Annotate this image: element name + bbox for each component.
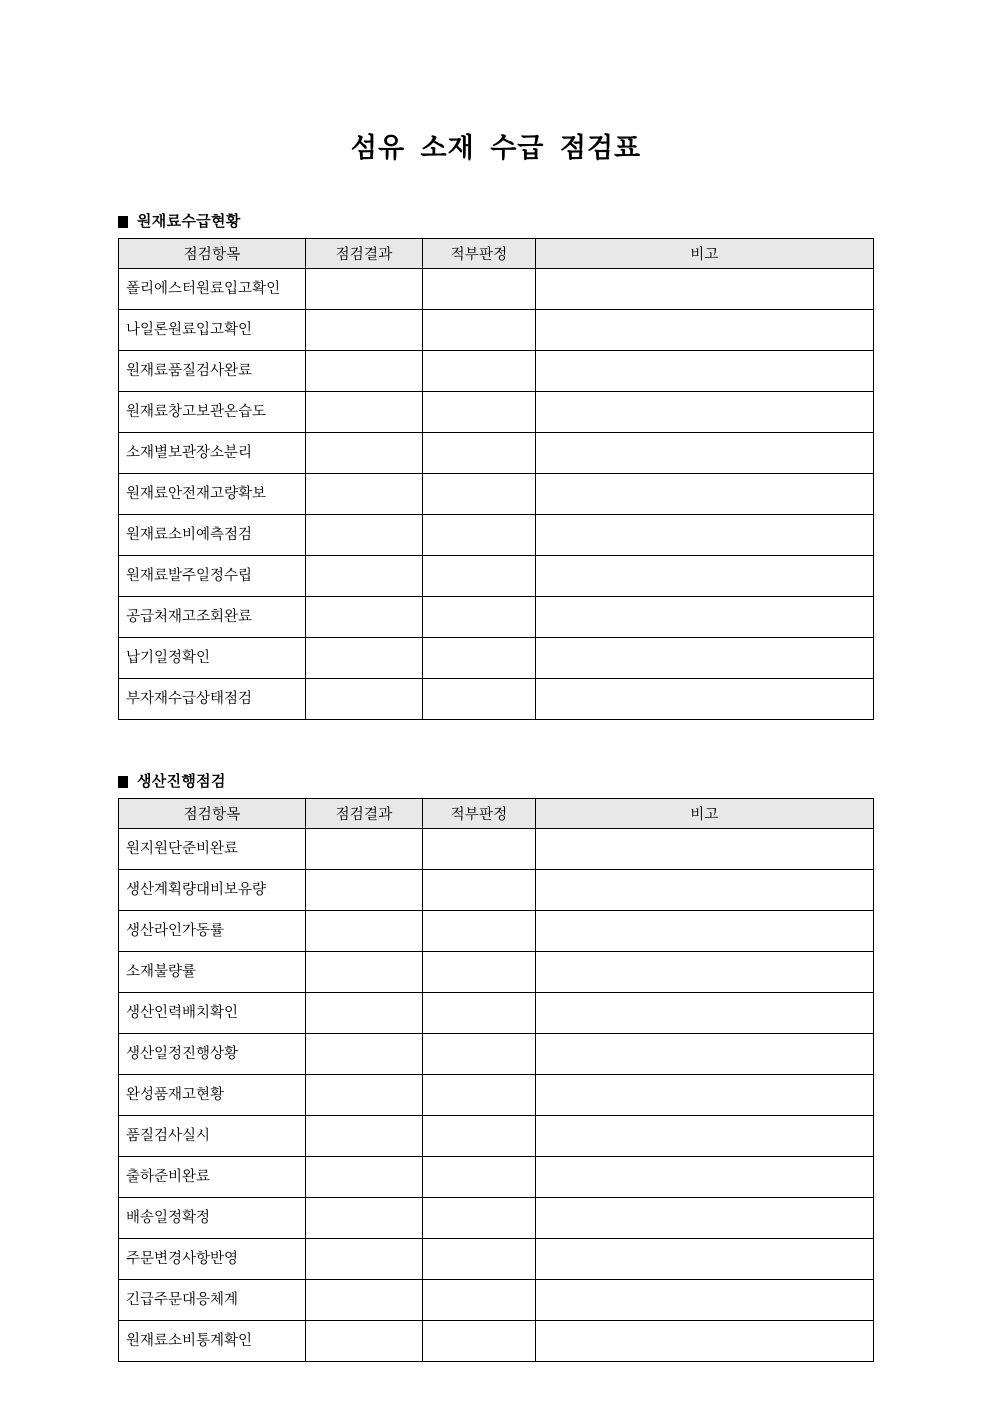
cell-judgement[interactable]	[423, 952, 536, 993]
cell-note[interactable]	[536, 1321, 874, 1362]
cell-item: 긴급주문대응체계	[119, 1280, 306, 1321]
cell-item: 원재료창고보관온습도	[119, 392, 306, 433]
table-row	[119, 829, 874, 870]
cell-result[interactable]	[306, 638, 423, 679]
cell-result[interactable]	[306, 1116, 423, 1157]
cell-judgement[interactable]	[423, 433, 536, 474]
cell-note[interactable]	[536, 597, 874, 638]
table-row	[119, 1157, 874, 1198]
cell-judgement[interactable]	[423, 1280, 536, 1321]
checklist-table	[118, 238, 874, 720]
table-body	[119, 829, 874, 1362]
table-header-row	[119, 239, 874, 269]
cell-item: 소재불량률	[119, 952, 306, 993]
cell-result[interactable]	[306, 515, 423, 556]
table-row	[119, 679, 874, 720]
cell-item: 원재료품질검사완료	[119, 351, 306, 392]
cell-item: 배송일정확정	[119, 1198, 306, 1239]
cell-result[interactable]	[306, 870, 423, 911]
table-row	[119, 597, 874, 638]
cell-judgement[interactable]	[423, 1116, 536, 1157]
table-row	[119, 556, 874, 597]
table-row	[119, 474, 874, 515]
cell-note[interactable]	[536, 310, 874, 351]
table-row	[119, 1034, 874, 1075]
cell-note[interactable]	[536, 351, 874, 392]
sections-container	[0, 214, 992, 1416]
cell-note[interactable]	[536, 269, 874, 310]
column-header-note: 비고	[536, 799, 874, 829]
cell-judgement[interactable]	[423, 829, 536, 870]
cell-item: 원재료발주일정수립	[119, 556, 306, 597]
cell-item: 품질검사실시	[119, 1116, 306, 1157]
cell-result[interactable]	[306, 1321, 423, 1362]
checklist-table-wrap	[0, 798, 992, 1362]
cell-result[interactable]	[306, 679, 423, 720]
column-header-note: 비고	[536, 239, 874, 269]
cell-judgement[interactable]	[423, 597, 536, 638]
cell-item: 부자재수급상태점검	[119, 679, 306, 720]
cell-note[interactable]	[536, 870, 874, 911]
checklist-table-wrap	[0, 238, 992, 720]
cell-result[interactable]	[306, 351, 423, 392]
cell-note[interactable]	[536, 433, 874, 474]
cell-judgement[interactable]	[423, 515, 536, 556]
table-body	[119, 269, 874, 720]
table-row	[119, 1239, 874, 1280]
cell-item: 출하준비완료	[119, 1157, 306, 1198]
cell-judgement[interactable]	[423, 870, 536, 911]
cell-judgement[interactable]	[423, 310, 536, 351]
cell-item: 나일론원료입고확인	[119, 310, 306, 351]
cell-note[interactable]	[536, 556, 874, 597]
cell-item: 납기일정확인	[119, 638, 306, 679]
cell-judgement[interactable]	[423, 556, 536, 597]
section-spacer	[0, 1362, 992, 1416]
table-row	[119, 1198, 874, 1239]
cell-note[interactable]	[536, 911, 874, 952]
section-heading-label: 원재료수급현황	[137, 213, 241, 231]
section-spacer	[0, 720, 992, 774]
cell-item: 폴리에스터원료입고확인	[119, 269, 306, 310]
square-bullet-icon	[118, 776, 128, 788]
column-header-item: 점검항목	[119, 239, 306, 269]
page-title: 섬유 소재 수급 점검표	[350, 133, 642, 163]
square-bullet-icon	[118, 216, 128, 228]
cell-item: 완성품재고현황	[119, 1075, 306, 1116]
cell-judgement[interactable]	[423, 269, 536, 310]
cell-result[interactable]	[306, 1034, 423, 1075]
cell-item: 주문변경사항반영	[119, 1239, 306, 1280]
cell-result[interactable]	[306, 269, 423, 310]
cell-judgement[interactable]	[423, 911, 536, 952]
cell-result[interactable]	[306, 310, 423, 351]
table-row	[119, 392, 874, 433]
section-heading-label: 생산진행점검	[137, 773, 226, 791]
cell-result[interactable]	[306, 1157, 423, 1198]
cell-judgement[interactable]	[423, 1075, 536, 1116]
column-header-item: 점검항목	[119, 799, 306, 829]
cell-result[interactable]	[306, 1280, 423, 1321]
table-row	[119, 351, 874, 392]
table-header-row	[119, 799, 874, 829]
table-row	[119, 1280, 874, 1321]
table-row	[119, 515, 874, 556]
cell-judgement[interactable]	[423, 1321, 536, 1362]
column-header-result: 점검결과	[306, 799, 423, 829]
cell-item: 생산일정진행상황	[119, 1034, 306, 1075]
checklist-table	[118, 798, 874, 1362]
cell-judgement[interactable]	[423, 1034, 536, 1075]
cell-note[interactable]	[536, 1280, 874, 1321]
cell-result[interactable]	[306, 556, 423, 597]
cell-judgement[interactable]	[423, 1239, 536, 1280]
table-row	[119, 433, 874, 474]
cell-note[interactable]	[536, 1157, 874, 1198]
table-row	[119, 310, 874, 351]
title-spacer	[0, 164, 992, 214]
cell-item: 원재료안전재고량확보	[119, 474, 306, 515]
table-row	[119, 911, 874, 952]
cell-result[interactable]	[306, 433, 423, 474]
checklist-section	[0, 774, 992, 1416]
cell-result[interactable]	[306, 993, 423, 1034]
column-header-result: 점검결과	[306, 239, 423, 269]
table-row	[119, 1321, 874, 1362]
cell-note[interactable]	[536, 679, 874, 720]
cell-note[interactable]	[536, 829, 874, 870]
cell-judgement[interactable]	[423, 351, 536, 392]
cell-judgement[interactable]	[423, 993, 536, 1034]
cell-note[interactable]	[536, 1034, 874, 1075]
cell-note[interactable]	[536, 474, 874, 515]
cell-result[interactable]	[306, 392, 423, 433]
cell-note[interactable]	[536, 952, 874, 993]
cell-note[interactable]	[536, 515, 874, 556]
cell-note[interactable]	[536, 1116, 874, 1157]
cell-note[interactable]	[536, 638, 874, 679]
cell-result[interactable]	[306, 1198, 423, 1239]
table-row	[119, 952, 874, 993]
section-heading	[0, 214, 992, 229]
cell-item: 생산라인가동률	[119, 911, 306, 952]
cell-item: 원재료소비통계확인	[119, 1321, 306, 1362]
cell-item: 생산인력배치확인	[119, 993, 306, 1034]
cell-result[interactable]	[306, 597, 423, 638]
cell-judgement[interactable]	[423, 679, 536, 720]
cell-result[interactable]	[306, 952, 423, 993]
cell-item: 원재료소비예측점검	[119, 515, 306, 556]
table-row	[119, 1116, 874, 1157]
cell-item: 원지원단준비완료	[119, 829, 306, 870]
cell-item: 공급처재고조회완료	[119, 597, 306, 638]
cell-result[interactable]	[306, 474, 423, 515]
cell-item: 생산계획량대비보유량	[119, 870, 306, 911]
cell-judgement[interactable]	[423, 638, 536, 679]
cell-judgement[interactable]	[423, 474, 536, 515]
cell-result[interactable]	[306, 1075, 423, 1116]
checklist-section	[0, 214, 992, 774]
cell-result[interactable]	[306, 1239, 423, 1280]
cell-item: 소재별보관장소분리	[119, 433, 306, 474]
table-row	[119, 870, 874, 911]
table-row	[119, 993, 874, 1034]
table-row	[119, 1075, 874, 1116]
section-heading	[0, 774, 992, 789]
cell-note[interactable]	[536, 392, 874, 433]
cell-result[interactable]	[306, 829, 423, 870]
table-row	[119, 638, 874, 679]
cell-result[interactable]	[306, 911, 423, 952]
cell-judgement[interactable]	[423, 392, 536, 433]
cell-note[interactable]	[536, 1198, 874, 1239]
cell-note[interactable]	[536, 1075, 874, 1116]
cell-note[interactable]	[536, 993, 874, 1034]
column-header-judgement: 적부판정	[423, 799, 536, 829]
cell-judgement[interactable]	[423, 1198, 536, 1239]
table-row	[119, 269, 874, 310]
cell-judgement[interactable]	[423, 1157, 536, 1198]
column-header-judgement: 적부판정	[423, 239, 536, 269]
cell-note[interactable]	[536, 1239, 874, 1280]
